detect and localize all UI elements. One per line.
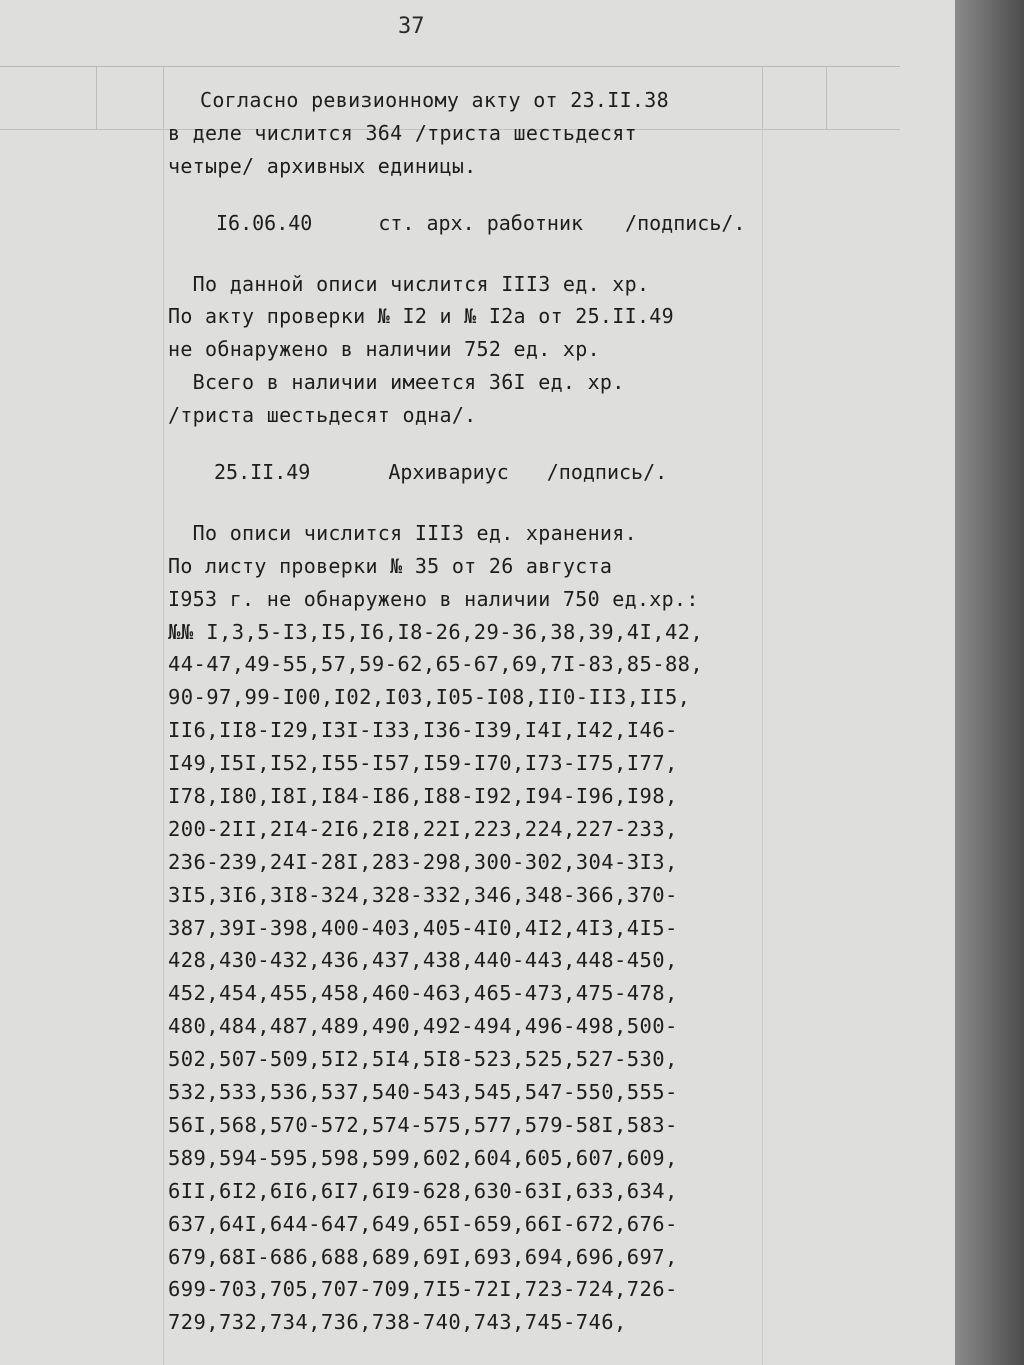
header-divider bbox=[826, 67, 827, 129]
number-line: 6II,6I2,6I6,6I7,6I9-628,630-63I,633,634, bbox=[168, 1178, 678, 1203]
typed-text bbox=[168, 84, 788, 1339]
signature-mark: /подпись/. bbox=[625, 210, 746, 235]
number-line: 589,594-595,598,599,602,604,605,607,609, bbox=[168, 1145, 678, 1170]
number-line: 90-97,99-I00,I02,I03,I05-I08,II0-II3,II5, bbox=[168, 685, 691, 710]
text-line: не обнаружено в наличии 752 ед. хр. bbox=[168, 337, 600, 362]
text-line: По акту проверки № I2 и № I2а от 25.II.49 bbox=[168, 304, 674, 329]
signature-mark: /подпись/. bbox=[546, 460, 668, 485]
signature-role: Архивариус bbox=[388, 460, 509, 485]
text-line: в деле числится 364 /триста шестьдесят bbox=[168, 120, 637, 145]
number-line: 428,430-432,436,437,438,440-443,448-450, bbox=[168, 948, 678, 973]
number-line: II6,II8-I29,I3I-I33,I36-I39,I4I,I42,I46- bbox=[168, 718, 678, 743]
text-line: По данной описи числится III3 ед. хр. bbox=[168, 271, 650, 296]
number-line: 56I,568,570-572,574-575,577,579-58I,583- bbox=[168, 1112, 678, 1137]
column-rule bbox=[163, 128, 164, 1365]
text-line: Всего в наличии имеется 36I ед. хр. bbox=[168, 370, 625, 395]
text-line: По описи числится III3 ед. хранения. bbox=[168, 520, 637, 545]
page-number: 37 bbox=[398, 14, 425, 39]
number-line: №№ I,3,5-I3,I5,I6,I8-26,29-36,38,39,4I,42, bbox=[168, 619, 704, 644]
text-line: I953 г. не обнаружено в наличии 750 ед.хр.: bbox=[168, 586, 699, 611]
header-divider bbox=[163, 67, 164, 129]
text-line: По листу проверки № 35 от 26 августа bbox=[168, 553, 613, 578]
missing-items-list bbox=[168, 616, 788, 1340]
number-line: 637,64I,644-647,649,65I-659,66I-672,676- bbox=[168, 1211, 678, 1236]
header-divider bbox=[96, 67, 97, 129]
number-line: 44-47,49-55,57,59-62,65-67,69,7I-83,85-88, bbox=[168, 652, 704, 677]
number-line: 679,68I-686,688,689,69I,693,694,696,697, bbox=[168, 1244, 678, 1269]
background-edge bbox=[955, 0, 1024, 1365]
number-line: I78,I80,I8I,I84-I86,I88-I92,I94-I96,I98, bbox=[168, 784, 678, 809]
signature-line bbox=[168, 456, 788, 489]
number-line: 480,484,487,489,490,492-494,496-498,500- bbox=[168, 1014, 678, 1039]
number-line: 729,732,734,736,738-740,743,745-746, bbox=[168, 1310, 627, 1335]
number-line: 452,454,455,458,460-463,465-473,475-478, bbox=[168, 981, 678, 1006]
number-line: I49,I5I,I52,I55-I57,I59-I70,I73-I75,I77, bbox=[168, 751, 678, 776]
number-line: 387,39I-398,400-403,405-4I0,4I2,4I3,4I5- bbox=[168, 915, 678, 940]
signature-role: ст. арх. работник bbox=[378, 210, 584, 235]
number-line: 200-2II,2I4-2I6,2I8,22I,223,224,227-233, bbox=[168, 816, 678, 841]
number-line: 699-703,705,707-709,7I5-72I,723-724,726- bbox=[168, 1277, 678, 1302]
number-line: 236-239,24I-28I,283-298,300-302,304-3I3, bbox=[168, 849, 678, 874]
number-line: 532,533,536,537,540-543,545,547-550,555- bbox=[168, 1080, 678, 1105]
number-line: 3I5,3I6,3I8-324,328-332,346,348-366,370- bbox=[168, 882, 678, 907]
text-line: Согласно ревизионному акту от 23.II.38 bbox=[200, 88, 669, 112]
number-line: 502,507-509,5I2,5I4,5I8-523,525,527-530, bbox=[168, 1047, 678, 1072]
text-line: /триста шестьдесят одна/. bbox=[168, 403, 477, 428]
text-line: четыре/ архивных единицы. bbox=[168, 153, 477, 178]
signature-line bbox=[168, 207, 788, 240]
signature-date: I6.06.40 bbox=[216, 210, 313, 235]
signature-date: 25.II.49 bbox=[214, 460, 311, 485]
